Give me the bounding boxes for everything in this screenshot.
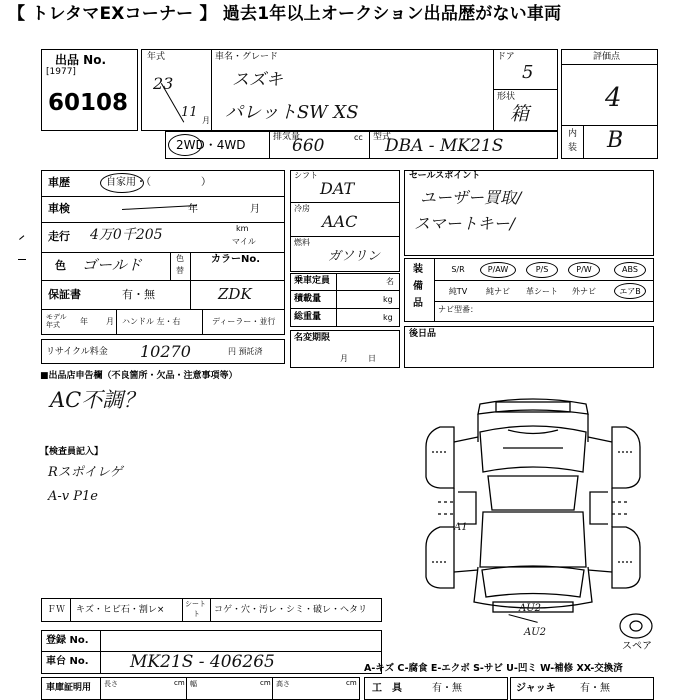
equipment-item: P/S <box>535 265 549 274</box>
fw-text: キズ・ヒビ石・割レ× <box>76 605 165 615</box>
tools-options: 有・無 <box>432 683 462 694</box>
damage-mark-au2-below: AU2 <box>524 627 547 638</box>
color-no-value: ZDK <box>218 285 252 303</box>
score-value: 4 <box>605 83 622 113</box>
color-no-label: カラーNo. <box>211 254 261 265</box>
drive-value: 2WD・4WD <box>176 138 246 152</box>
lot-label: 出品 No. <box>55 53 107 67</box>
sales-point-label: セールスポイント <box>409 171 481 181</box>
interior-label-1: 内 <box>568 129 578 139</box>
sales-point-line1: ユーザー買取/ <box>420 188 522 207</box>
history-options: 自家用・（ ） <box>106 177 211 188</box>
sheet-header: 【 トレタマEXコーナー 】 過去1年以上オークション出品歴がない車両 <box>8 4 562 24</box>
recycle-label: リサイクル料金 <box>46 347 108 357</box>
type-label: 型式 <box>373 132 392 142</box>
width-unit: cm <box>260 679 271 687</box>
sales-point-line2: スマートキー/ <box>414 214 516 233</box>
fuel-label: 燃料 <box>294 238 310 247</box>
type-value: DBA - MK21S <box>385 136 504 156</box>
equipment-item: P/AW <box>487 265 509 274</box>
recycle-unit: 円 預託済 <box>228 347 263 356</box>
km-unit: km <box>236 224 249 233</box>
after-box <box>404 326 654 368</box>
month-value: 11 <box>181 105 198 120</box>
equipment-item: エアB <box>619 287 641 296</box>
tools-label: 工 具 <box>372 683 402 694</box>
displacement-value: 660 <box>292 136 325 156</box>
interior-value: B <box>607 128 624 153</box>
declaration-note: AC不調？ <box>50 388 145 412</box>
capacity-unit: 名 <box>386 277 394 286</box>
seat-label-2: ト <box>193 610 200 618</box>
year-value: 23 <box>153 74 174 93</box>
maker-value: スズキ <box>232 70 283 90</box>
jack-label: ジャッキ <box>516 683 556 694</box>
name-label: 車名・グレード <box>215 52 279 62</box>
capacity-label: 乗車定員 <box>294 276 331 286</box>
jack-options: 有・無 <box>580 683 610 694</box>
shape-label: 形状 <box>497 92 516 102</box>
recycle-value: 10270 <box>140 342 191 361</box>
length-label: 長さ <box>104 680 118 688</box>
equipment-item: 外ナビ <box>572 287 596 296</box>
year-label: 年式 <box>147 52 166 62</box>
mile-unit: マイル <box>232 237 256 246</box>
declaration-label: ■出品店申告欄（不良箇所・欠品・注意事項等） <box>40 371 238 381</box>
inspector-line2: A-v P1e <box>48 489 98 504</box>
damage-legend: A-キズ C-腐食 E-エクボ S-サビ U-凹ミ W-補修 XX-交換済 <box>364 663 623 674</box>
interior-label-2: 装 <box>568 143 578 153</box>
repaint-1: 色 <box>176 254 184 263</box>
equipment-label-2: 備 <box>413 281 423 292</box>
change-label: 名変期限 <box>294 333 331 343</box>
seat-label-1: シート <box>185 600 206 608</box>
load-unit: kg <box>383 295 393 304</box>
ac-label: 冷房 <box>294 204 310 213</box>
equipment-label-1: 装 <box>413 264 423 275</box>
lot-bracket: [1977] <box>46 67 76 77</box>
height-unit: cm <box>346 679 357 687</box>
shift-label: シフト <box>294 171 318 180</box>
warranty-label: 保証書 <box>48 288 81 301</box>
height-label: 高さ <box>276 680 290 688</box>
sales-point-box <box>404 170 654 256</box>
equipment-item: S/R <box>451 265 465 274</box>
length-unit: cm <box>174 679 185 687</box>
score-label: 評価点 <box>593 52 621 62</box>
change-unit: 月日 <box>340 354 396 363</box>
registration-label: 登録 No. <box>46 635 89 646</box>
fuel-value: ガソリン <box>328 249 381 264</box>
seat-text: コゲ・穴・汚レ・シミ・破レ・ヘタリ <box>214 605 368 615</box>
damage-mark-a1: A1 <box>454 522 468 533</box>
door-label: ドア <box>497 52 515 62</box>
model-year-label: モデル年式 <box>46 313 67 329</box>
weight-label: 総重量 <box>294 312 322 322</box>
cc-unit: cc <box>354 133 363 142</box>
displacement-label: 排気量 <box>273 132 301 142</box>
mileage-label: 走行 <box>48 230 70 243</box>
width-label: 幅 <box>190 680 197 688</box>
history-label: 車歴 <box>48 176 70 189</box>
equipment-item: P/W <box>576 265 592 274</box>
chassis-value: MK21S - 406265 <box>130 652 275 672</box>
garage-cert-label: 車庫証明用 <box>46 683 92 693</box>
load-label: 積載量 <box>294 294 322 304</box>
spare-tire-icon <box>618 612 654 640</box>
after-label: 後日品 <box>409 329 437 339</box>
color-value: ゴールド <box>82 256 142 274</box>
damage-mark-au2: AU2 <box>519 603 542 614</box>
equipment-label-3: 品 <box>413 298 423 309</box>
equipment-item: 革シート <box>526 287 558 296</box>
equipment-item: ABS <box>622 265 638 274</box>
model-year-unit: 年 <box>80 317 88 326</box>
handle-label: ハンドル 左・右 <box>122 317 181 326</box>
inspector-label: 【検査員記入】 <box>40 447 104 457</box>
model-year-month: 月 <box>106 317 114 326</box>
ac-value: AAC <box>322 212 358 231</box>
lot-number: 60108 <box>48 90 129 116</box>
spare-label: スペア <box>622 641 652 652</box>
fw-label: ＦＷ <box>47 605 66 615</box>
equipment-item: 純ナビ <box>486 287 510 296</box>
warranty-options: 有・無 <box>122 288 155 301</box>
inspection-month: 月 <box>250 204 260 215</box>
mileage-value: 4万0千205 <box>90 227 163 243</box>
chassis-label: 車台 No. <box>46 656 89 667</box>
inspection-label: 車検 <box>48 202 70 215</box>
equipment-item: 純TV <box>448 287 468 296</box>
doors-value: 5 <box>522 62 534 83</box>
inspection-year: 年 <box>188 204 198 215</box>
color-label: 色 <box>55 259 66 272</box>
inspector-line1: Rスポイレゲ <box>48 465 123 480</box>
dealer-label: ディーラー・並行 <box>212 317 276 326</box>
weight-unit: kg <box>383 313 393 322</box>
car-damage-diagram <box>418 392 648 622</box>
shape-value: 箱 <box>510 103 530 125</box>
model-value: パレットSW XS <box>225 102 359 123</box>
shift-value: DAT <box>320 179 355 198</box>
repaint-2: 替 <box>176 266 184 275</box>
navi-label: ナビ型番： <box>438 305 478 314</box>
month-unit: 月 <box>202 116 210 125</box>
